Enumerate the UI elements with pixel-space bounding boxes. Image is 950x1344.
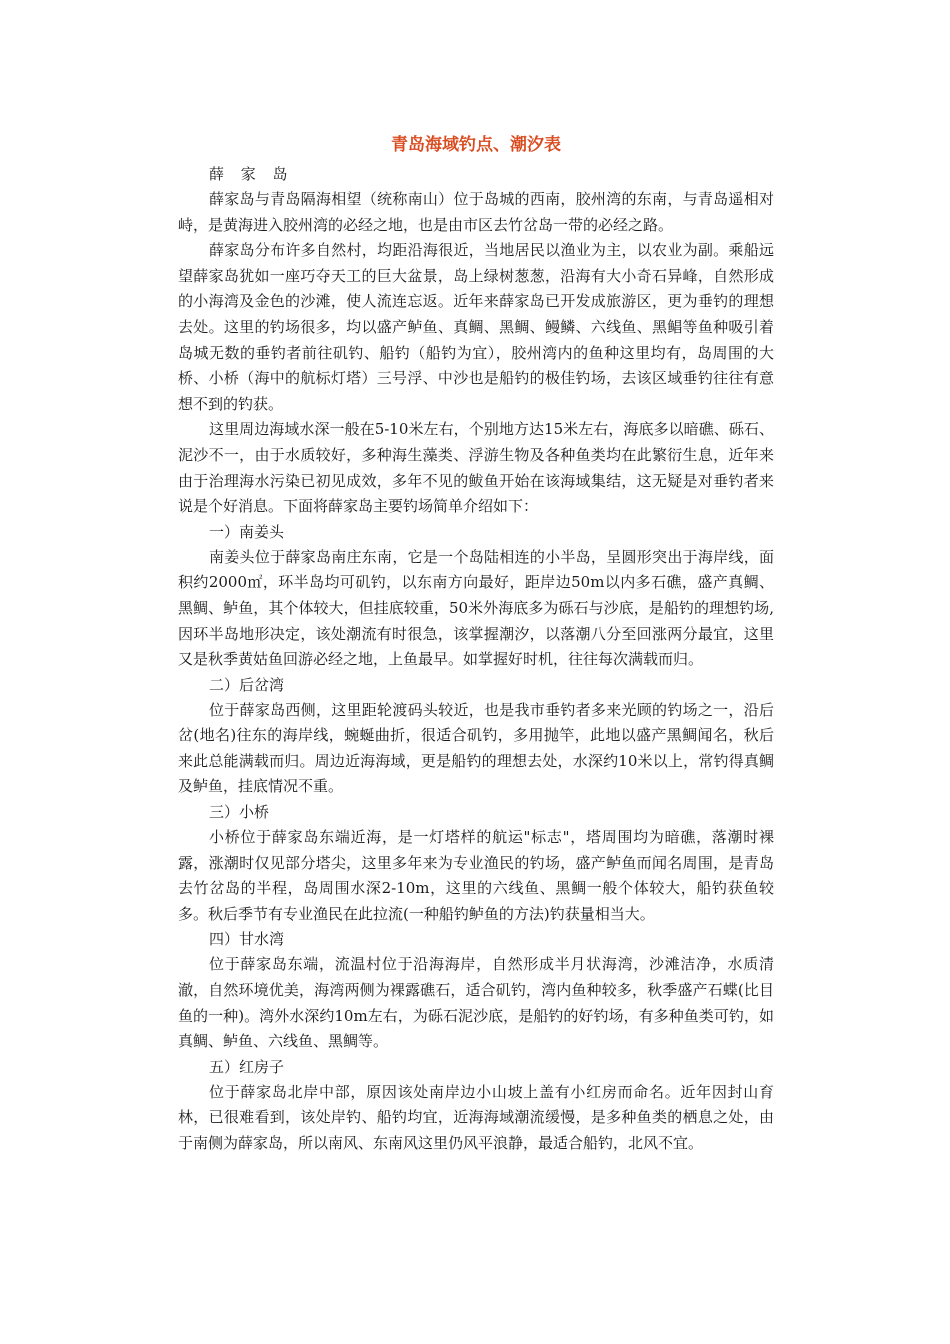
spot-text-xiaoqiao: 小桥位于薛家岛东端近海，是一灯塔样的航运"标志"，塔周围均为暗礁，落潮时裸露，涨潮时仅见部分塔尖，这里多年来为专业渔民的钓场，盛产鲈鱼而闻名周围，是青岛去竹岔岛的半程，岛周围水深2-10m，这里的六线鱼、黑鲷一般个体较大，船钓获鱼较多。秋后季节有专业渔民在此拉流(一种船钓鲈鱼的方法)钓获量相当大。 bbox=[178, 828, 774, 923]
spot-heading-xiaoqiao: 三）小桥 bbox=[209, 803, 270, 822]
spot-heading-nanjiangtou: 一）南姜头 bbox=[209, 522, 285, 541]
section-heading: 薛 家 岛 bbox=[209, 165, 294, 183]
intro-paragraph-1: 薛家岛与青岛隔海相望（统称南山）位于岛城的西南，胶州湾的东南，与青岛遥相对峙，是黄海进入胶州湾的必经之地，也是由市区去竹岔岛一带的必经之路。 bbox=[178, 190, 774, 234]
spot-heading-hongfangzi: 五）红房子 bbox=[209, 1057, 285, 1076]
spot-heading-houchawan: 二）后岔湾 bbox=[209, 675, 285, 694]
spot-text-houchawan: 位于薛家岛西侧，这里距轮渡码头较近，也是我市垂钓者多来光顾的钓场之一，沿后岔(地名)往东的海岸线，蜿蜒曲折，很适合矶钓，多用抛竿，此地以盛产黑鲷闻名，秋后来此总能满载而归。周边近海海域，更是船钓的理想去处，水深约10米以上，常钓得真鲷及鲈鱼，挂底情况不重。 bbox=[178, 700, 774, 796]
spot-text-nanjiangtou: 南姜头位于薛家岛南庄东南，它是一个岛陆相连的小半岛，呈圆形突出于海岸线，面积约2000㎡，环半岛均可矶钓，以东南方向最好，距岸边50m以内多石礁，盛产真鲷、黑鲷、鲈鱼，其个体较大，但挂底较重，50米外海底多为砾石与沙底，是船钓的理想钓场,因环半岛地形决定，该处潮流有时很急，该掌握潮汐，以落潮八分至回涨两分最宜，这里又是秋季黄姑鱼回游必经之地，上鱼最早。如掌握好时机，往往每次满载而归。 bbox=[178, 547, 774, 669]
document-title: 青岛海域钓点、潮汐表 bbox=[391, 135, 561, 155]
spot-text-ganshuiwan: 位于薛家岛东端，流温村位于沿海海岸，自然形成半月状海湾，沙滩洁净，水质清澈，自然环境优美，海湾两侧为裸露礁石，适合矶钓，湾内鱼种较多，秋季盛产石蝶(比目鱼的一种)。湾外水深约10m左右，为砾石泥沙底，是船钓的好钓场，有多种鱼类可钓，如真鲷、鲈鱼、六线鱼、黑鲷等。 bbox=[178, 955, 774, 1051]
document-page bbox=[178, 128, 774, 1157]
spot-text-hongfangzi: 位于薛家岛北岸中部，原因该处南岸边小山坡上盖有小红房而命名。近年因封山育林，已很难看到，该处岸钓、船钓均宜，近海海域潮流缓慢，是多种鱼类的栖息之处，由于南侧为薛家岛，所以南风、东南风这里仍风平浪静，最适合船钓，北风不宜。 bbox=[178, 1082, 774, 1152]
intro-paragraph-3: 这里周边海域水深一般在5-10米左右，个别地方达15米左右，海底多以暗礁、砾石、泥沙不一，由于水质较好，多种海生藻类、浮游生物及各种鱼类均在此繁衍生息，近年来由于治理海水污染已初见成效，多年不见的鲅鱼开始在该海域集结，这无疑是对垂钓者来说是个好消息。下面将薛家岛主要钓场简单介绍如下： bbox=[178, 420, 774, 516]
intro-paragraph-2: 薛家岛分布许多自然村，均距沿海很近，当地居民以渔业为主，以农业为副。乘船远望薛家岛犹如一座巧夺天工的巨大盆景，岛上绿树葱葱，沿海有大小奇石异峰，自然形成的小海湾及金色的沙滩，使人流连忘返。近年来薛家岛已开发成旅游区，更为垂钓的理想去处。这里的钓场很多，均以盛产鲈鱼、真鲷、黑鲷、鳗鳞、六线鱼、黑鲳等鱼种吸引着岛城无数的垂钓者前往矶钓、船钓（船钓为宜），胶州湾内的鱼种这里均有，岛周围的大桥、小桥（海中的航标灯塔）三号浮、中沙也是船钓的极佳钓场，去该区域垂钓往往有意想不到的钓获。 bbox=[178, 241, 774, 413]
spot-heading-ganshuiwan: 四）甘水湾 bbox=[209, 930, 285, 949]
